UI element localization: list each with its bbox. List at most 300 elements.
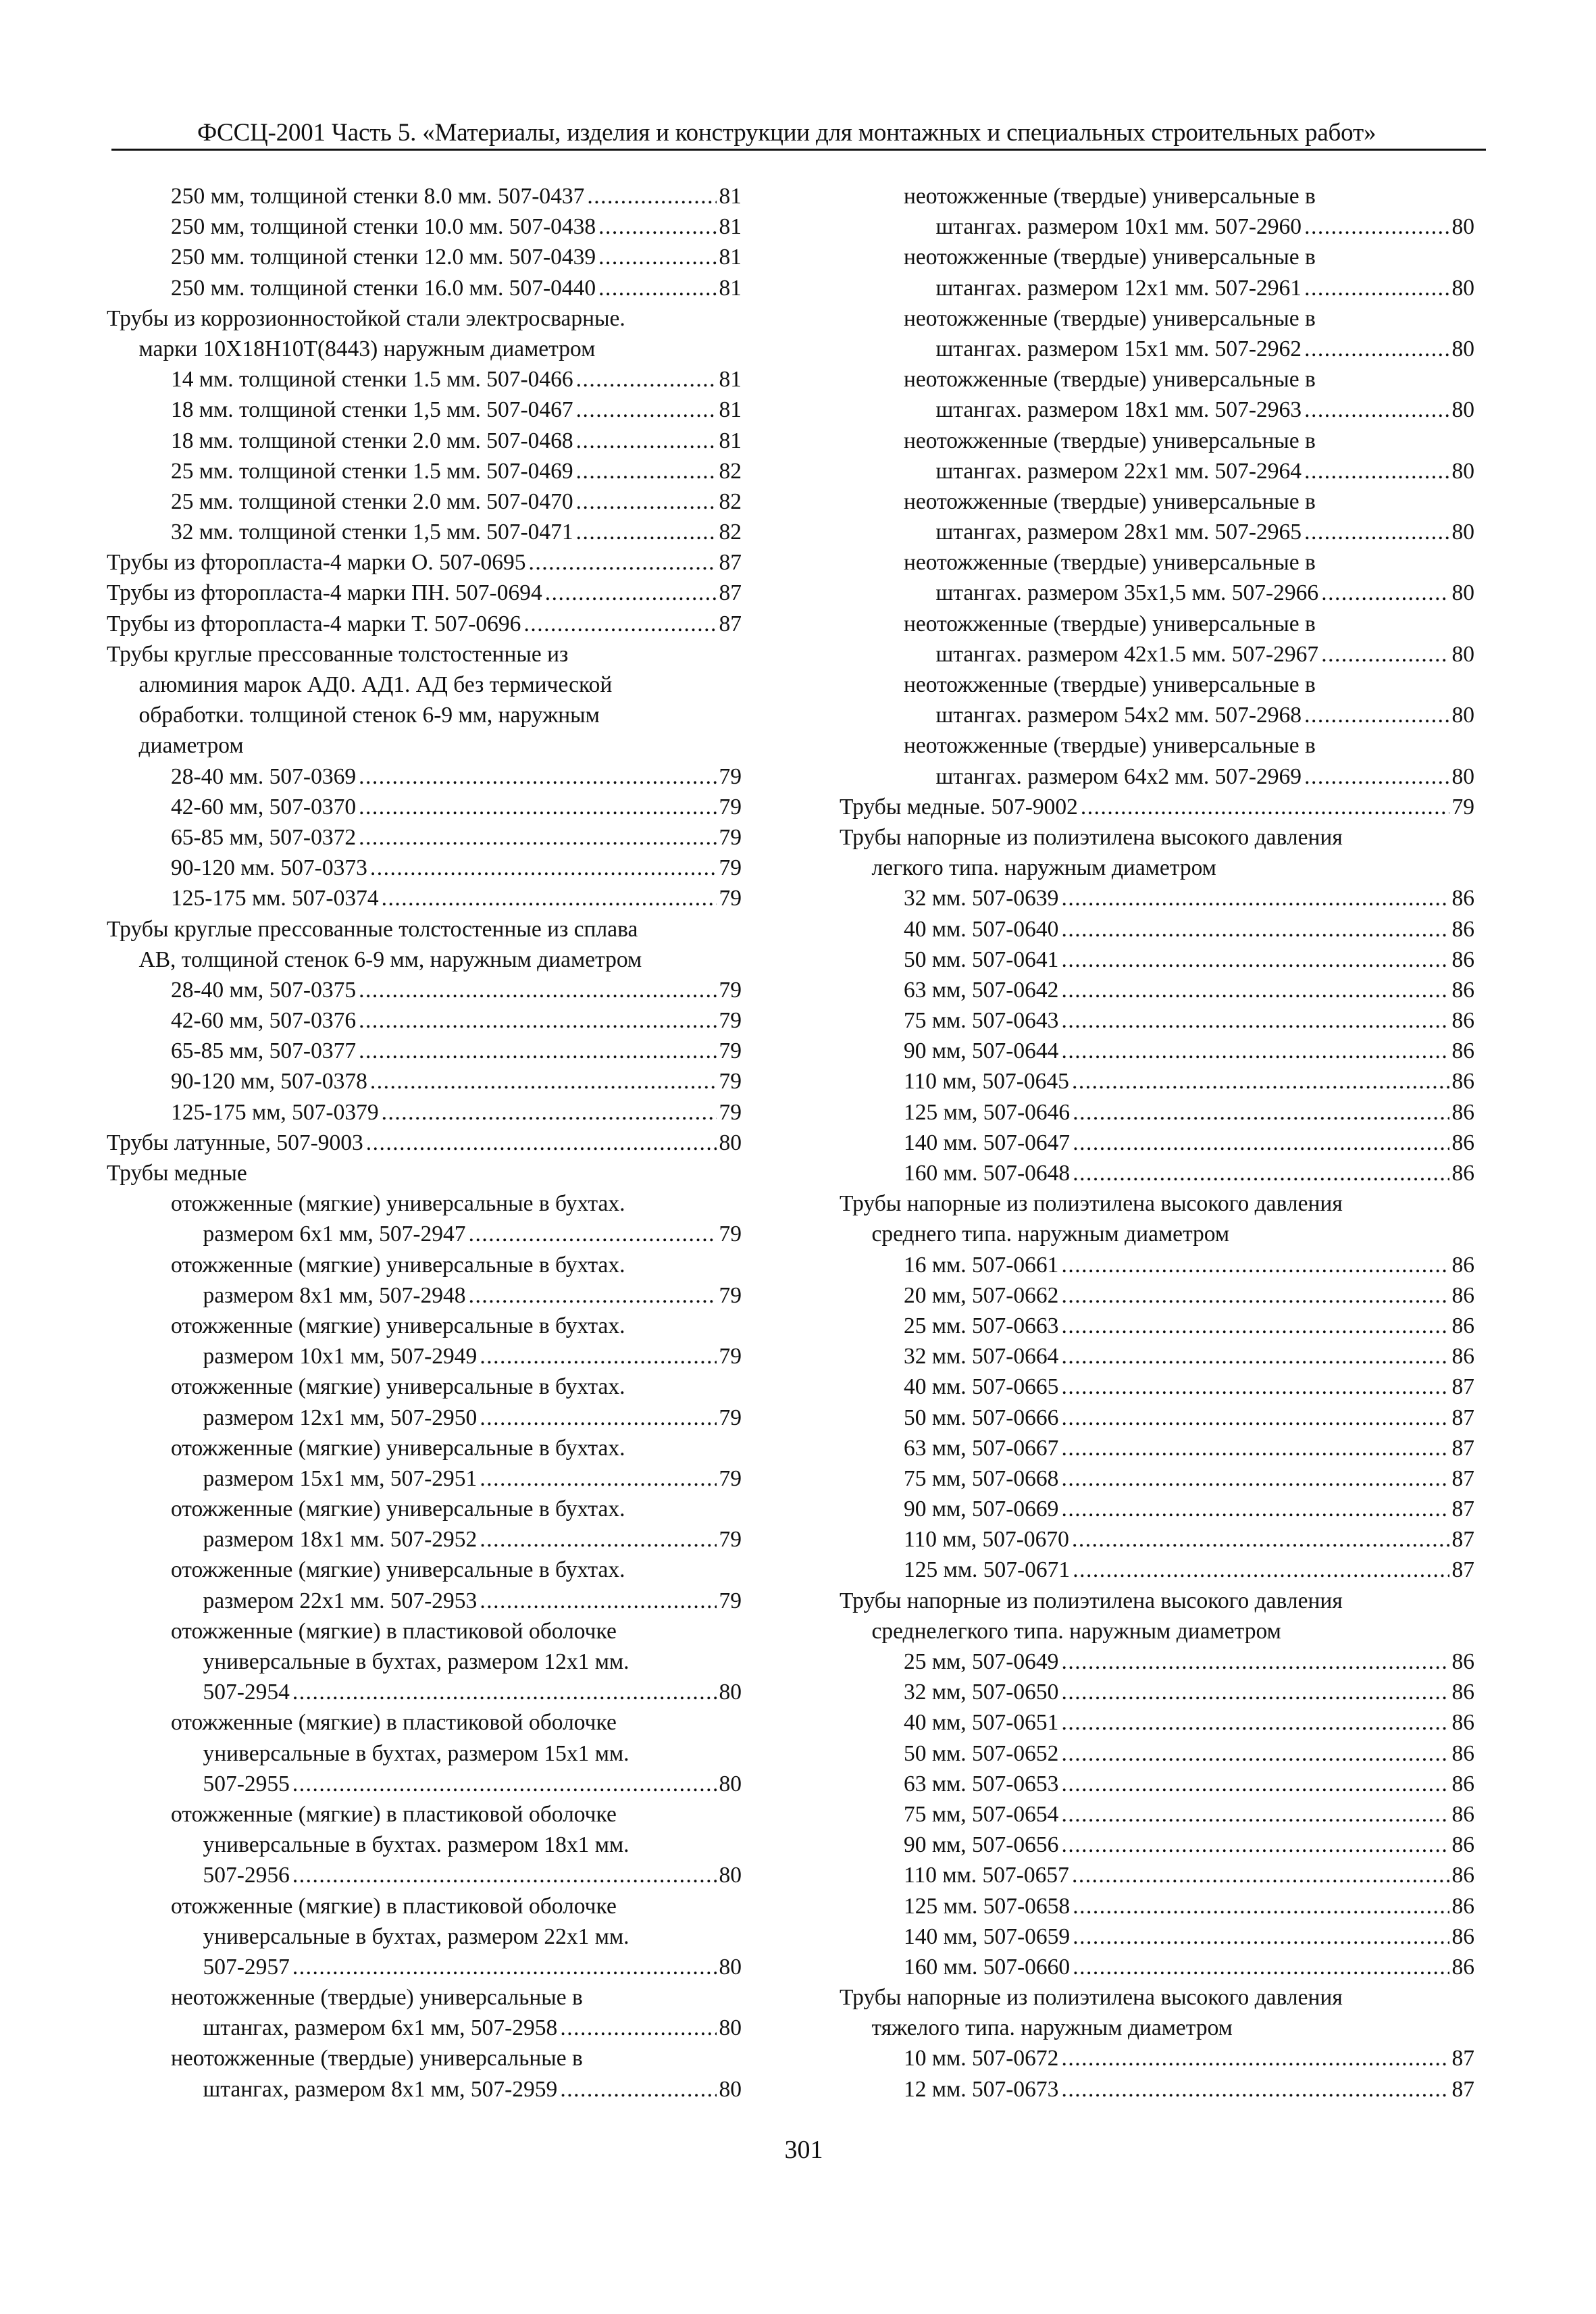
index-entry	[107, 1403, 742, 1433]
entry-text: неотожженные (твердые) универсальные в	[904, 733, 1316, 759]
entry-text: 63 мм, 507-0642	[904, 977, 1059, 1003]
index-entry	[840, 1738, 1474, 1769]
entry-page-ref: 82	[719, 488, 742, 514]
entry-page-ref: 87	[1451, 1527, 1474, 1553]
entry-text: 20 мм, 507-0662	[904, 1282, 1059, 1308]
dot-leader	[1061, 1494, 1449, 1524]
dot-leader	[523, 609, 716, 639]
entry-text: 32 мм. толщиной стенки 1,5 мм. 507-0471	[171, 520, 573, 545]
entry-page-ref: 80	[1451, 641, 1474, 667]
index-entry	[840, 1463, 1474, 1494]
index-entry	[840, 1982, 1474, 2013]
entry-text: 25 мм. толщиной стенки 2.0 мм. 507-0470	[171, 488, 573, 514]
index-entry	[107, 1128, 742, 1158]
dot-leader	[1061, 1463, 1449, 1494]
index-entry	[107, 578, 742, 608]
dot-leader	[598, 211, 716, 242]
index-entry	[107, 1646, 742, 1677]
dot-leader	[480, 1524, 716, 1555]
dot-leader	[480, 1403, 716, 1433]
dot-leader	[1061, 1799, 1449, 1830]
index-entry	[107, 975, 742, 1005]
entry-page-ref: 87	[1451, 1435, 1474, 1461]
entry-text: 160 мм. 507-0660	[904, 1954, 1071, 1980]
entry-text: штангах, размером 28х1 мм. 507-2965	[935, 520, 1302, 545]
entry-text: неотожженные (твердые) универсальные в	[904, 245, 1316, 270]
dot-leader	[370, 1066, 717, 1097]
entry-text: 40 мм, 507-0651	[904, 1710, 1059, 1736]
entry-page-ref: 79	[719, 1038, 742, 1064]
entry-text: 507-2956	[203, 1863, 290, 1888]
entry-page-ref: 87	[1451, 2076, 1474, 2102]
entry-text: 65-85 мм, 507-0372	[171, 824, 357, 850]
dot-leader	[1061, 1403, 1449, 1433]
entry-text: отожженные (мягкие) в пластиковой оболочке	[171, 1801, 617, 1827]
index-entry	[840, 1616, 1474, 1646]
entry-page-ref: 87	[1451, 1374, 1474, 1400]
index-entry	[840, 1860, 1474, 1890]
index-entry	[107, 609, 742, 639]
entry-text: универсальные в бухтах, размером 15х1 мм.	[203, 1740, 629, 1766]
dot-leader	[1073, 1921, 1449, 1952]
entry-page-ref: 79	[719, 1099, 742, 1125]
entry-text: 50 мм. 507-0666	[904, 1405, 1059, 1430]
index-entry	[107, 1769, 742, 1799]
index-entry	[840, 242, 1474, 272]
entry-text: 75 мм. 507-0643	[904, 1008, 1059, 1034]
index-entry	[107, 303, 742, 334]
entry-page-ref: 86	[1451, 1923, 1474, 1949]
entry-text: универсальные в бухтах. размером 18х1 мм.	[203, 1832, 629, 1858]
entry-text: 140 мм. 507-0647	[904, 1130, 1071, 1155]
entry-page-ref: 86	[1451, 1130, 1474, 1155]
entry-page-ref: 80	[1451, 763, 1474, 789]
entry-page-ref: 86	[1451, 886, 1474, 911]
dot-leader	[359, 822, 716, 853]
entry-text: неотожженные (твердые) универсальные в	[171, 2046, 583, 2071]
index-entry	[840, 273, 1474, 303]
entry-page-ref: 80	[1451, 458, 1474, 484]
entry-text: отожженные (мягкие) в пластиковой оболочке	[171, 1893, 617, 1919]
entry-text: отожженные (мягкие) универсальные в бухтах.	[171, 1435, 625, 1461]
entry-text: 75 мм, 507-0668	[904, 1465, 1059, 1491]
entry-text: 160 мм. 507-0648	[904, 1161, 1071, 1186]
entry-page-ref: 80	[719, 1680, 742, 1705]
index-entry	[107, 1311, 742, 1341]
entry-page-ref: 79	[719, 824, 742, 850]
dot-leader	[1304, 211, 1449, 242]
entry-text: 65-85 мм, 507-0377	[171, 1038, 357, 1064]
index-entry	[107, 1372, 742, 1402]
dot-leader	[598, 273, 716, 303]
entry-page-ref: 86	[1451, 977, 1474, 1003]
dot-leader	[469, 1219, 717, 1249]
entry-text: 40 мм. 507-0665	[904, 1374, 1059, 1400]
dot-leader	[1061, 1341, 1449, 1372]
entry-text: 90 мм, 507-0656	[904, 1832, 1059, 1858]
dot-leader	[382, 883, 717, 913]
index-entry	[107, 670, 742, 700]
index-entry	[107, 914, 742, 945]
index-entry	[107, 1860, 742, 1890]
entry-page-ref: 79	[719, 1222, 742, 1247]
index-entry	[840, 1646, 1474, 1677]
dot-leader	[529, 547, 717, 578]
index-entry	[840, 1311, 1474, 1341]
dot-leader	[1061, 2074, 1449, 2105]
entry-text: 507-2957	[203, 1954, 290, 1980]
entry-page-ref: 86	[1451, 1954, 1474, 1980]
entry-text: Трубы латунные, 507-9003	[107, 1130, 363, 1155]
index-entry	[840, 1066, 1474, 1097]
entry-text: 250 мм. толщиной стенки 16.0 мм. 507-0440	[171, 275, 596, 301]
running-header: ФССЦ-2001 Часть 5. «Материалы, изделия и конструкции для монтажных и специальных строительных работ»	[197, 119, 1376, 147]
index-entry	[840, 639, 1474, 670]
entry-text: неотожженные (твердые) универсальные в	[904, 184, 1316, 209]
dot-leader	[576, 395, 717, 425]
index-entry	[840, 914, 1474, 945]
entry-text: 110 мм, 507-0645	[904, 1069, 1069, 1095]
entry-text: обработки. толщиной стенок 6-9 мм, наружным	[138, 703, 600, 728]
entry-page-ref: 80	[719, 1863, 742, 1888]
dot-leader	[1073, 1891, 1449, 1921]
dot-leader	[576, 426, 717, 456]
index-entry	[840, 334, 1474, 364]
dot-leader	[598, 242, 716, 272]
dot-leader	[382, 1097, 717, 1128]
dot-leader	[370, 853, 717, 883]
entry-text: отожженные (мягкие) универсальные в бухтах.	[171, 1557, 625, 1583]
index-entry	[107, 639, 742, 670]
index-entry	[107, 1830, 742, 1860]
entry-text: отожженные (мягкие) универсальные в бухтах.	[171, 1313, 625, 1338]
dot-leader	[1304, 273, 1449, 303]
index-entry	[840, 364, 1474, 395]
entry-text: Трубы напорные из полиэтилена высокого давления	[840, 1588, 1343, 1613]
entry-text: Трубы круглые прессованные толстостенные из сплава	[107, 916, 638, 942]
entry-text: штангах, размером 8х1 мм, 507-2959	[203, 2076, 558, 2102]
entry-page-ref: 86	[1451, 1069, 1474, 1095]
index-entry	[840, 1280, 1474, 1311]
entry-text: размером 15х1 мм, 507-2951	[203, 1465, 478, 1491]
index-entry	[840, 1707, 1474, 1738]
index-entry	[107, 792, 742, 822]
entry-page-ref: 79	[719, 1008, 742, 1034]
index-entry	[840, 303, 1474, 334]
index-entry	[107, 1280, 742, 1311]
dot-leader	[1061, 1738, 1449, 1769]
entry-text: 125-175 мм. 507-0374	[171, 886, 379, 911]
entry-text: 18 мм. толщиной стенки 2.0 мм. 507-0468	[171, 428, 573, 453]
dot-leader	[292, 1952, 717, 1982]
entry-text: штангах. размером 22х1 мм. 507-2964	[935, 458, 1302, 484]
entry-text: легкого типа. наружным диаметром	[871, 855, 1216, 881]
dot-leader	[1061, 1280, 1449, 1311]
entry-text: 14 мм. толщиной стенки 1.5 мм. 507-0466	[171, 367, 573, 393]
entry-text: 75 мм, 507-0654	[904, 1801, 1059, 1827]
dot-leader	[1061, 945, 1449, 975]
dot-leader	[1061, 1036, 1449, 1066]
dot-leader	[1321, 578, 1449, 608]
entry-page-ref: 87	[719, 550, 742, 576]
index-entry	[107, 945, 742, 975]
entry-page-ref: 86	[1451, 1282, 1474, 1308]
entry-text: неотожженные (твердые) универсальные в	[904, 550, 1316, 576]
entry-text: штангах. размером 12х1 мм. 507-2961	[935, 275, 1302, 301]
entry-text: неотожженные (твердые) универсальные в	[904, 428, 1316, 453]
index-entry	[840, 1891, 1474, 1921]
dot-leader	[1061, 975, 1449, 1005]
entry-text: 12 мм. 507-0673	[904, 2076, 1059, 2102]
index-entry	[840, 792, 1474, 822]
entry-page-ref: 79	[719, 794, 742, 820]
index-entry	[840, 609, 1474, 639]
index-column-right	[840, 181, 1474, 2105]
dot-leader	[1061, 1250, 1449, 1280]
entry-text: неотожженные (твердые) универсальные в	[904, 367, 1316, 393]
entry-text: 25 мм, 507-0649	[904, 1649, 1059, 1674]
dot-leader	[1061, 1677, 1449, 1707]
entry-text: 28-40 мм. 507-0369	[171, 763, 357, 789]
dot-leader	[1061, 1830, 1449, 1860]
entry-text: Трубы медные	[107, 1161, 247, 1186]
entry-text: размером 10х1 мм, 507-2949	[203, 1344, 478, 1369]
entry-text: неотожженные (твердые) универсальные в	[904, 488, 1316, 514]
entry-page-ref: 79	[719, 1527, 742, 1553]
entry-page-ref: 86	[1451, 1832, 1474, 1858]
entry-page-ref: 86	[1451, 1710, 1474, 1736]
entry-page-ref: 82	[719, 458, 742, 484]
entry-text: Трубы напорные из полиэтилена высокого давления	[840, 824, 1343, 850]
entry-page-ref: 79	[719, 1282, 742, 1308]
index-entry	[107, 1891, 742, 1921]
dot-leader	[576, 456, 717, 486]
dot-leader	[469, 1280, 717, 1311]
index-entry	[840, 395, 1474, 425]
entry-text: размером 6х1 мм, 507-2947	[203, 1222, 466, 1247]
entry-page-ref: 80	[719, 1130, 742, 1155]
index-entry	[107, 1952, 742, 1982]
entry-text: 110 мм, 507-0670	[904, 1527, 1069, 1553]
entry-text: 90-120 мм, 507-0378	[171, 1069, 367, 1095]
entry-text: 18 мм. толщиной стенки 1,5 мм. 507-0467	[171, 397, 573, 423]
entry-page-ref: 86	[1451, 1008, 1474, 1034]
entry-text: 507-2955	[203, 1771, 290, 1796]
dot-leader	[292, 1677, 717, 1707]
entry-page-ref: 80	[1451, 336, 1474, 361]
index-entry	[107, 1982, 742, 2013]
entry-page-ref: 87	[719, 611, 742, 636]
entry-text: штангах. размером 15х1 мм. 507-2962	[935, 336, 1302, 361]
index-entry	[840, 1524, 1474, 1555]
index-entry	[107, 1188, 742, 1219]
dot-leader	[1073, 1555, 1449, 1585]
entry-page-ref: 80	[1451, 397, 1474, 423]
index-entry	[840, 1158, 1474, 1188]
dot-leader	[1304, 456, 1449, 486]
index-entry	[107, 1097, 742, 1128]
index-entry	[107, 1524, 742, 1555]
entry-text: 42-60 мм, 507-0376	[171, 1008, 357, 1034]
index-entry	[840, 1952, 1474, 1982]
index-entry	[840, 211, 1474, 242]
entry-text: 16 мм. 507-0661	[904, 1252, 1059, 1278]
entry-page-ref: 87	[1451, 1405, 1474, 1430]
index-entry	[840, 1005, 1474, 1036]
index-entry	[840, 1036, 1474, 1066]
index-entry	[107, 1250, 742, 1280]
entry-text: 90 мм, 507-0644	[904, 1038, 1059, 1064]
dot-leader	[1081, 792, 1449, 822]
index-entry	[107, 364, 742, 395]
dot-leader	[576, 517, 717, 547]
entry-page-ref: 79	[719, 1588, 742, 1613]
entry-page-ref: 79	[719, 1344, 742, 1369]
entry-page-ref: 86	[1451, 1801, 1474, 1827]
entry-page-ref: 80	[719, 1771, 742, 1796]
entry-page-ref: 81	[719, 275, 742, 301]
entry-text: 90-120 мм. 507-0373	[171, 855, 367, 881]
entry-text: размером 12х1 мм, 507-2950	[203, 1405, 478, 1430]
entry-page-ref: 81	[719, 397, 742, 423]
entry-page-ref: 80	[1451, 703, 1474, 728]
dot-leader	[1061, 2043, 1449, 2073]
dot-leader	[1073, 1158, 1449, 1188]
dot-leader	[1072, 1524, 1449, 1555]
entry-page-ref: 86	[1451, 947, 1474, 972]
index-entry	[840, 486, 1474, 517]
entry-page-ref: 86	[1451, 1771, 1474, 1796]
index-entry	[840, 547, 1474, 578]
entry-page-ref: 79	[719, 977, 742, 1003]
index-entry	[840, 1128, 1474, 1158]
index-entry	[107, 334, 742, 364]
dot-leader	[480, 1341, 716, 1372]
dot-leader	[366, 1128, 717, 1158]
dot-leader	[292, 1769, 717, 1799]
entry-page-ref: 86	[1451, 1252, 1474, 1278]
entry-page-ref: 86	[1451, 916, 1474, 942]
entry-page-ref: 87	[719, 580, 742, 606]
index-entry	[107, 517, 742, 547]
index-entry	[840, 1769, 1474, 1799]
index-entry	[840, 1188, 1474, 1219]
entry-text: 32 мм, 507-0650	[904, 1680, 1059, 1705]
index-column-left	[107, 181, 742, 2105]
entry-text: размером 8х1 мм, 507-2948	[203, 1282, 466, 1308]
entry-text: диаметром	[138, 733, 244, 759]
index-entry	[107, 395, 742, 425]
index-entry	[840, 975, 1474, 1005]
entry-page-ref: 80	[1451, 580, 1474, 606]
index-entry	[107, 1433, 742, 1463]
entry-text: штангах. размером 18х1 мм. 507-2963	[935, 397, 1302, 423]
dot-leader	[576, 486, 717, 517]
index-entry	[107, 822, 742, 853]
index-entry	[107, 456, 742, 486]
index-entry	[840, 578, 1474, 608]
index-entry	[840, 853, 1474, 883]
entry-text: 125-175 мм, 507-0379	[171, 1099, 379, 1125]
index-entry	[107, 1555, 742, 1585]
entry-text: Трубы из фторопласта-4 марки О. 507-0695	[107, 550, 526, 576]
entry-page-ref: 80	[719, 2076, 742, 2102]
entry-text: 25 мм. толщиной стенки 1.5 мм. 507-0469	[171, 458, 573, 484]
entry-text: штангах, размером 6х1 мм, 507-2958	[203, 2015, 558, 2041]
index-entry	[840, 1250, 1474, 1280]
entry-text: 125 мм, 507-0646	[904, 1099, 1071, 1125]
index-entry	[840, 456, 1474, 486]
entry-text: 40 мм. 507-0640	[904, 916, 1059, 942]
dot-leader	[292, 1860, 717, 1890]
dot-leader	[359, 1005, 716, 1036]
index-entry	[107, 2043, 742, 2073]
index-entry	[840, 822, 1474, 853]
index-entry	[840, 1799, 1474, 1830]
index-entry	[840, 2074, 1474, 2105]
dot-leader	[1321, 639, 1449, 670]
index-entry	[107, 273, 742, 303]
entry-text: 25 мм. 507-0663	[904, 1313, 1059, 1338]
entry-text: 250 мм, толщиной стенки 8.0 мм. 507-0437	[171, 184, 585, 209]
dot-leader	[1073, 1952, 1449, 1982]
entry-page-ref: 80	[1451, 520, 1474, 545]
entry-text: размером 18х1 мм. 507-2952	[203, 1527, 478, 1553]
dot-leader	[1061, 1707, 1449, 1738]
index-entry	[840, 1494, 1474, 1524]
index-entry	[840, 1555, 1474, 1585]
entry-page-ref: 87	[1451, 1465, 1474, 1491]
entry-text: 125 мм. 507-0658	[904, 1893, 1071, 1919]
entry-text: штангах. размером 54х2 мм. 507-2968	[935, 703, 1302, 728]
entry-page-ref: 86	[1451, 1680, 1474, 1705]
dot-leader	[480, 1463, 716, 1494]
entry-page-ref: 86	[1451, 1863, 1474, 1888]
entry-text: алюминия марок АД0. АД1. АД без термической	[138, 672, 613, 697]
entry-text: неотожженные (твердые) универсальные в	[904, 611, 1316, 636]
entry-text: отожженные (мягкие) универсальные в бухтах.	[171, 1496, 625, 1522]
index-entry	[107, 1036, 742, 1066]
entry-text: Трубы медные. 507-9002	[840, 794, 1078, 820]
dot-leader	[1304, 761, 1449, 792]
entry-text: 10 мм. 507-0672	[904, 2046, 1059, 2071]
index-entry	[840, 1403, 1474, 1433]
dot-leader	[359, 761, 716, 792]
entry-page-ref: 79	[719, 886, 742, 911]
entry-text: марки 10Х18Н10Т(8443) наружным диаметром	[138, 336, 596, 361]
entry-text: универсальные в бухтах, размером 22х1 мм.	[203, 1923, 629, 1949]
entry-text: 63 мм, 507-0667	[904, 1435, 1059, 1461]
index-entry	[107, 1586, 742, 1616]
entry-text: штангах. размером 10х1 мм. 507-2960	[935, 214, 1302, 240]
entry-page-ref: 82	[719, 520, 742, 545]
entry-text: 125 мм. 507-0671	[904, 1557, 1071, 1583]
entry-page-ref: 79	[719, 855, 742, 881]
entry-page-ref: 79	[1451, 794, 1474, 820]
entry-text: 32 мм. 507-0664	[904, 1344, 1059, 1369]
entry-page-ref: 86	[1451, 1038, 1474, 1064]
dot-leader	[560, 2074, 716, 2105]
entry-text: отожженные (мягкие) в пластиковой оболочке	[171, 1618, 617, 1644]
dot-leader	[1061, 1433, 1449, 1463]
entry-page-ref: 80	[1451, 214, 1474, 240]
index-entry	[107, 242, 742, 272]
index-entry	[840, 700, 1474, 730]
index-entry	[840, 1433, 1474, 1463]
dot-leader	[1061, 1311, 1449, 1341]
entry-page-ref: 86	[1451, 1893, 1474, 1919]
index-entry	[840, 730, 1474, 761]
